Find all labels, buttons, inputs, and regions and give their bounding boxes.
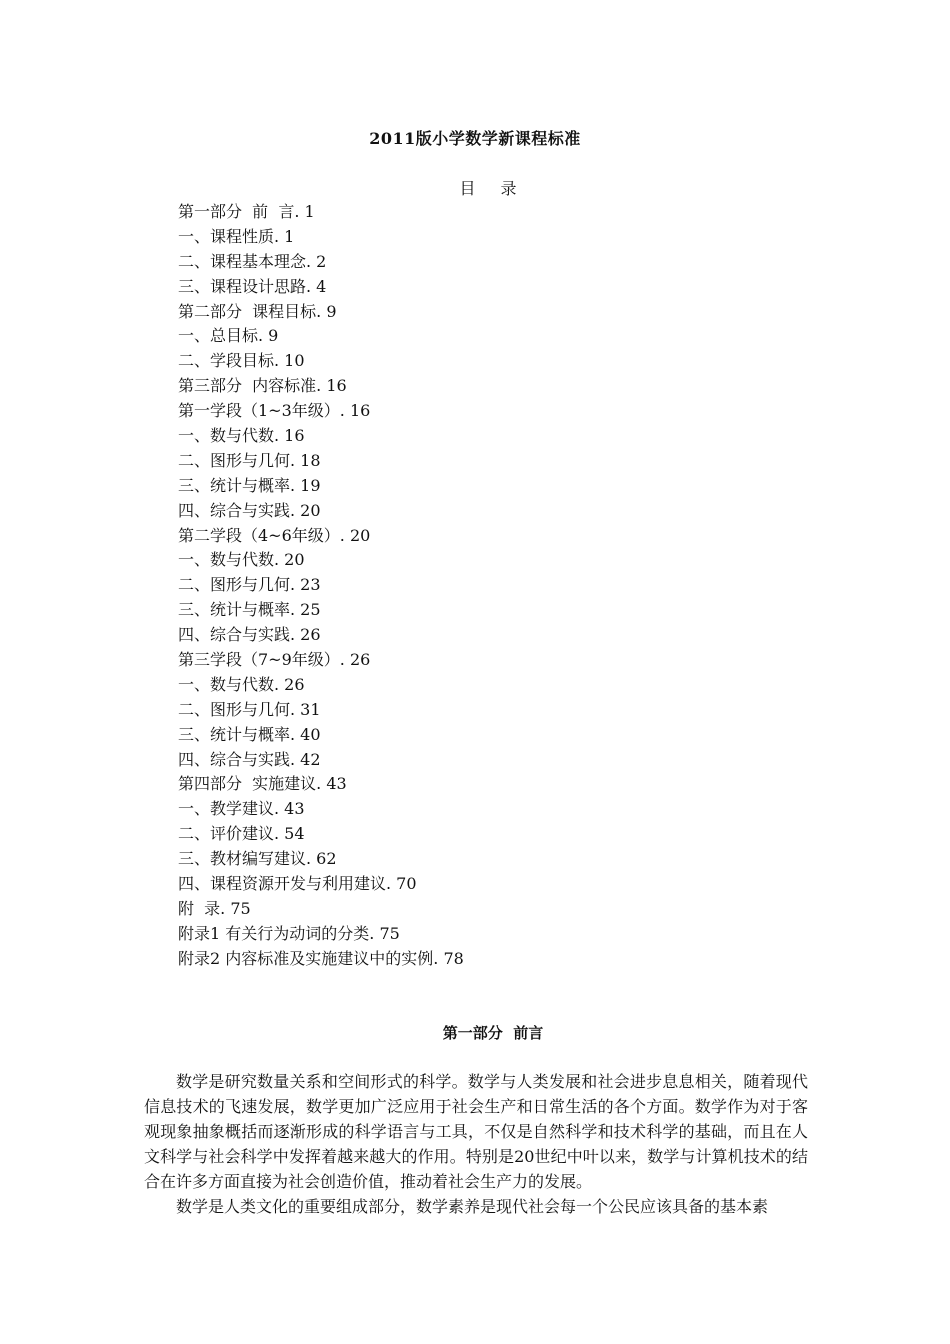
table-of-contents bbox=[178, 200, 464, 972]
toc-entry: 三、教材编写建议. 62 bbox=[178, 849, 337, 869]
section-title: 第一部分 前言 bbox=[442, 1024, 544, 1042]
toc-entry: 二、图形与几何. 18 bbox=[178, 450, 321, 470]
toc-entry: 二、图形与几何. 23 bbox=[178, 575, 321, 595]
toc-entry: 三、统计与概率. 25 bbox=[178, 600, 321, 620]
toc-entry: 三、统计与概率. 19 bbox=[178, 475, 321, 495]
toc-entry: 二、图形与几何. 31 bbox=[178, 699, 321, 719]
toc-entry: 第二部分 课程目标. 9 bbox=[178, 301, 337, 321]
toc-entry: 第三学段（7~9年级）. 26 bbox=[178, 650, 371, 670]
toc-entry: 第二学段（4~6年级）. 20 bbox=[178, 525, 371, 545]
toc-entry: 一、数与代数. 20 bbox=[178, 550, 305, 570]
toc-entry: 二、学段目标. 10 bbox=[178, 351, 305, 371]
toc-entry: 附录1 有关行为动词的分类. 75 bbox=[178, 923, 400, 943]
toc-entry: 一、教学建议. 43 bbox=[178, 799, 305, 819]
paragraph: 数学是人类文化的重要组成部分，数学素养是现代社会每一个公民应该具备的基本素 bbox=[176, 1197, 769, 1216]
toc-entry: 一、数与代数. 26 bbox=[178, 674, 305, 694]
toc-entry: 二、课程基本理念. 2 bbox=[178, 251, 327, 271]
toc-entry: 第一学段（1~3年级）. 16 bbox=[178, 401, 371, 421]
paragraph: 数学是研究数量关系和空间形式的科学。数学与人类发展和社会进步息息相关，随着现代信息技术的飞速发展，数学更加广泛应用于社会生产和日常生活的各个方面。数学作为对于客观现象抽象概括而逐渐形成的科学语言与工具，不仅是自然科学和技术科学的基础，而且在人文科学与社会科学中发挥着越来越大的作用。特别是20世纪中叶以来，数学与计算机技术的结合在许多方面直接为社会创造价值，推动着社会生产力的发展。 bbox=[144, 1072, 808, 1191]
toc-entry: 四、综合与实践. 20 bbox=[178, 500, 321, 520]
toc-entry: 一、总目标. 9 bbox=[178, 326, 279, 346]
toc-entry: 四、综合与实践. 26 bbox=[178, 625, 321, 645]
toc-heading: 目 录 bbox=[459, 179, 527, 198]
document-title: 2011版小学数学新课程标准 bbox=[369, 129, 581, 148]
toc-entry: 三、课程设计思路. 4 bbox=[178, 276, 327, 296]
toc-entry: 一、课程性质. 1 bbox=[178, 226, 295, 246]
toc-entry: 附录2 内容标准及实施建议中的实例. 78 bbox=[178, 948, 464, 968]
toc-entry: 一、数与代数. 16 bbox=[178, 426, 305, 446]
toc-entry: 第三部分 内容标准. 16 bbox=[178, 376, 347, 396]
toc-entry: 附 录. 75 bbox=[178, 898, 251, 918]
toc-entry: 四、综合与实践. 42 bbox=[178, 749, 321, 769]
toc-entry: 四、课程资源开发与利用建议. 70 bbox=[178, 874, 417, 894]
toc-entry: 三、统计与概率. 40 bbox=[178, 724, 321, 744]
body-text bbox=[144, 1069, 808, 1219]
toc-entry: 第四部分 实施建议. 43 bbox=[178, 774, 347, 794]
toc-entry: 二、评价建议. 54 bbox=[178, 824, 305, 844]
toc-entry: 第一部分 前 言. 1 bbox=[178, 202, 315, 221]
